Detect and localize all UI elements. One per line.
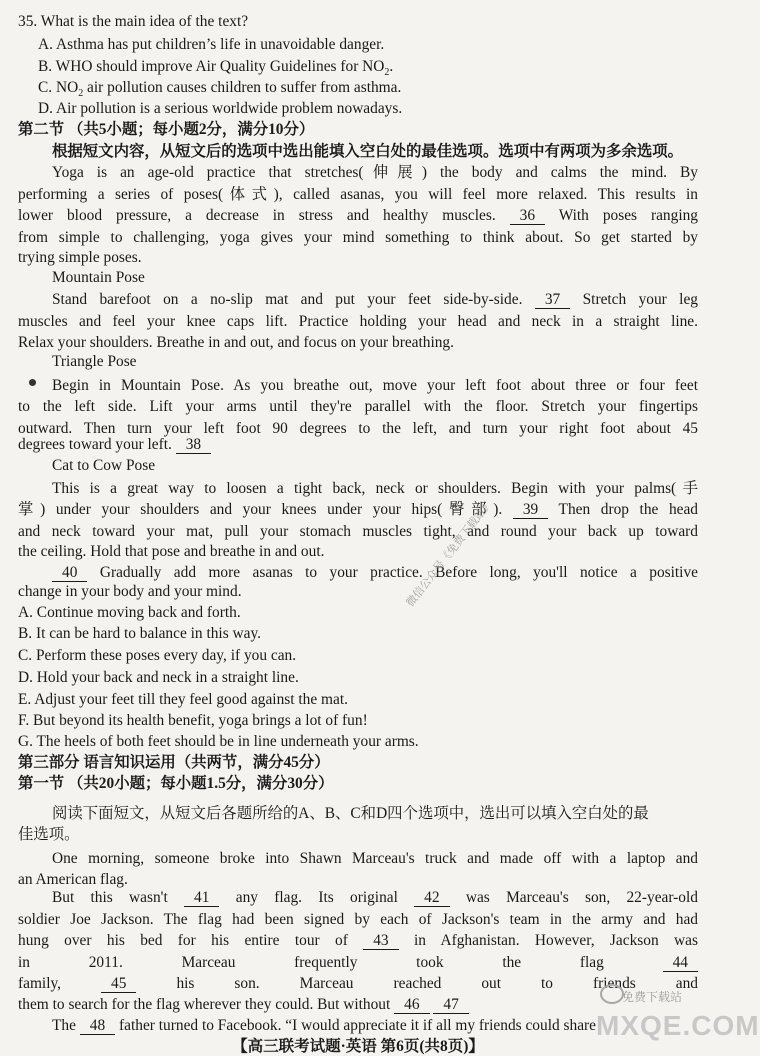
passage-line: trying simple poses. bbox=[18, 249, 142, 266]
q35-option-a: A. Asthma has put children’s life in unavoidable danger. bbox=[38, 36, 385, 53]
passage-line: from simple to challenging, yoga gives your mind something to think about. So get started by bbox=[18, 229, 698, 246]
section-2-instruction: 根据短文内容，从短文后的选项中选出能填入空白处的最佳选项。选项中有两项为多余选项。 bbox=[52, 143, 684, 160]
option-g: G. The heels of both feet should be in line underneath your arms. bbox=[18, 733, 419, 750]
part-3-instruction: 佳选项。 bbox=[18, 826, 80, 843]
passage-line: and neck toward your mat, pull your stomach muscles tight, and round your back up toward bbox=[18, 523, 698, 540]
stamp-watermark: 微信公众号《免费下载站》 bbox=[403, 497, 496, 610]
part-3-instruction: 阅读下面短文，从短文后各题所给的A、B、C和D四个选项中，选出可以填入空白处的最 bbox=[52, 805, 649, 822]
option-a: A. Continue moving back and forth. bbox=[18, 604, 241, 621]
subheading-triangle-pose: Triangle Pose bbox=[52, 353, 137, 370]
passage-line: the ceiling. Hold that pose and breathe in and out. bbox=[18, 543, 325, 560]
subheading-cat-cow-pose: Cat to Cow Pose bbox=[52, 457, 156, 474]
passage-line: Yoga is an age-old practice that stretches(伸展) the body and calms the mind. By bbox=[52, 164, 698, 181]
passage-line: muscles and feel your knee caps lift. Practice holding your head and neck in a straight line. bbox=[18, 313, 698, 330]
option-c: C. Perform these poses every day, if you can. bbox=[18, 647, 297, 664]
passage-line: performing a series of poses(体式), called asanas, you will feel more relaxed. This results in bbox=[18, 186, 698, 203]
watermark-logo: MXQE.COM bbox=[596, 1010, 760, 1041]
blank-46[interactable]: 46 bbox=[394, 996, 429, 1014]
passage-line: This is a great way to loosen a tight back, neck or shoulders. Begin with your palms(手 bbox=[52, 480, 698, 497]
q35-option-b: B. WHO should improve Air Quality Guidelines for $NO_2$. bbox=[38, 58, 394, 79]
cloze-line: soldier Joe Jackson. The flag had been signed by each of Jackson's team in the army and had bbox=[18, 911, 698, 928]
q35-option-d: D. Air pollution is a serious worldwide problem nowadays. bbox=[38, 100, 403, 117]
part-3-section-1: 第一节 （共20小题；每小题1.5分，满分30分） bbox=[18, 775, 334, 792]
blank-44[interactable]: 44 bbox=[663, 954, 698, 972]
blank-48[interactable]: 48 bbox=[80, 1017, 115, 1035]
passage-line: lower blood pressure, a decrease in stress and healthy muscles. 36 With poses ranging bbox=[18, 207, 698, 224]
blank-37[interactable]: 37 bbox=[535, 291, 570, 309]
passage-line: 40 Gradually add more asanas to your practice. Before long, you'll notice a positive bbox=[52, 563, 698, 584]
cloze-line: hung over his bed for his entire tour of 43 in Afghanistan. However, Jackson was bbox=[18, 932, 698, 949]
cloze-line: an American flag. bbox=[18, 871, 128, 888]
cloze-line: in 2011. Marceau frequently took the flag 44 bbox=[18, 953, 698, 974]
passage-line: change in your body and your mind. bbox=[18, 583, 242, 600]
blank-41[interactable]: 41 bbox=[184, 889, 219, 907]
cloze-line: One morning, someone broke into Shawn Marceau's truck and made off with a laptop and bbox=[52, 850, 698, 867]
q35-option-c: C. $NO_2$ air pollution causes children to suffer from asthma. bbox=[38, 79, 402, 100]
watermark-text: 免费下载站 bbox=[622, 990, 683, 1004]
blank-36[interactable]: 36 bbox=[510, 207, 545, 225]
wechat-logo-icon bbox=[600, 984, 624, 1004]
blank-38[interactable]: 38 bbox=[176, 436, 211, 454]
section-2-heading: 第二节 （共5小题；每小题2分，满分10分） bbox=[18, 121, 315, 138]
passage-line: Relax your shoulders. Breathe in and out, and focus on your breathing. bbox=[18, 334, 454, 351]
blank-39[interactable]: 39 bbox=[513, 501, 548, 519]
passage-line: Begin in Mountain Pose. As you breathe out, move your left foot about three or four feet bbox=[52, 377, 698, 394]
passage-line: to the left side. Lift your arms until they're parallel with the floor. Stretch your fingertips bbox=[18, 398, 698, 415]
subheading-mountain-pose: Mountain Pose bbox=[52, 269, 145, 286]
blank-43[interactable]: 43 bbox=[363, 932, 398, 950]
option-d: D. Hold your back and neck in a straight line. bbox=[18, 669, 299, 686]
passage-line: 掌) under your shoulders and your knees under your hips(臀部). 39 Then drop the head bbox=[18, 501, 698, 518]
blank-47[interactable]: 47 bbox=[433, 996, 468, 1014]
option-f: F. But beyond its health benefit, yoga brings a lot of fun! bbox=[18, 712, 368, 729]
blank-42[interactable]: 42 bbox=[414, 889, 449, 907]
option-e: E. Adjust your feet till they feel good against the mat. bbox=[18, 691, 348, 708]
option-b: B. It can be hard to balance in this way. bbox=[18, 625, 262, 642]
ink-dot bbox=[29, 379, 36, 386]
cloze-line: But this wasn't 41 any flag. Its original 42 was Marceau's son, 22-year-old bbox=[52, 889, 698, 906]
cloze-line: them to search for the flag wherever they could. But without 46 47 bbox=[18, 995, 698, 1015]
blank-45[interactable]: 45 bbox=[101, 975, 136, 993]
blank-40[interactable]: 40 bbox=[52, 564, 87, 582]
passage-line: Stand barefoot on a no-slip mat and put your feet side-by-side. 37 Stretch your leg bbox=[52, 291, 698, 308]
cloze-line: family, 45 his son. Marceau reached out to friends and bbox=[18, 975, 698, 992]
page-footer: 【高三联考试题·英语 第6页(共8页)】 bbox=[232, 1038, 484, 1055]
passage-line: degrees toward your left. 38 bbox=[18, 435, 698, 455]
cloze-line: The 48 father turned to Facebook. “I would appreciate it if all my friends could share bbox=[52, 1017, 596, 1034]
part-3-heading: 第三部分 语言知识运用（共两节，满分45分） bbox=[18, 754, 330, 771]
passage-line: outward. Then turn your left foot 90 degrees to the left, and turn your right foot about 45 bbox=[18, 420, 698, 437]
question-35: 35. What is the main idea of the text? bbox=[18, 13, 249, 30]
